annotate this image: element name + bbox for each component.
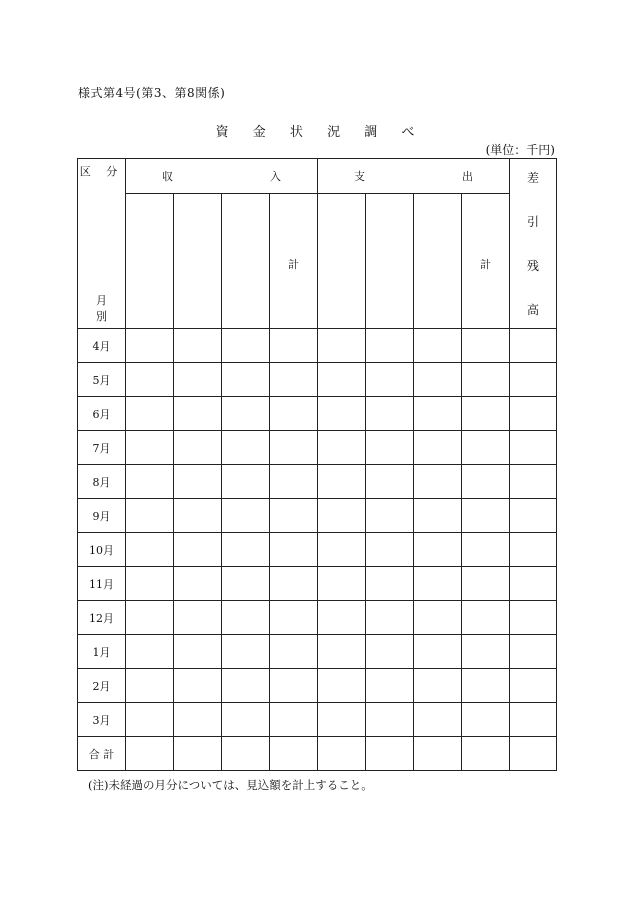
entry-cell[interactable] bbox=[510, 635, 557, 669]
entry-cell[interactable] bbox=[222, 533, 270, 567]
entry-cell[interactable] bbox=[414, 703, 462, 737]
entry-cell[interactable] bbox=[462, 567, 510, 601]
row-label: 3月 bbox=[78, 703, 126, 737]
table-row bbox=[78, 703, 557, 737]
entry-cell[interactable] bbox=[414, 737, 462, 771]
entry-cell[interactable] bbox=[462, 601, 510, 635]
title-char: 金 bbox=[252, 125, 266, 140]
entry-cell[interactable] bbox=[414, 635, 462, 669]
entry-cell[interactable] bbox=[318, 635, 366, 669]
entry-cell[interactable] bbox=[126, 601, 174, 635]
income-sub-column bbox=[222, 194, 270, 329]
entry-cell[interactable] bbox=[510, 601, 557, 635]
entry-cell[interactable] bbox=[174, 533, 222, 567]
entry-cell[interactable] bbox=[174, 499, 222, 533]
entry-cell[interactable] bbox=[126, 363, 174, 397]
document-title bbox=[0, 121, 630, 140]
entry-cell[interactable] bbox=[414, 329, 462, 363]
entry-cell[interactable] bbox=[462, 499, 510, 533]
entry-cell[interactable] bbox=[366, 567, 414, 601]
title-char: べ bbox=[401, 125, 415, 140]
entry-cell[interactable] bbox=[414, 465, 462, 499]
footnote: (注)未経過の月分については、見込額を計上すること。 bbox=[88, 778, 373, 792]
entry-cell[interactable] bbox=[222, 635, 270, 669]
entry-cell[interactable] bbox=[222, 329, 270, 363]
row-label: 12月 bbox=[78, 601, 126, 635]
entry-cell[interactable] bbox=[126, 533, 174, 567]
expense-header bbox=[318, 159, 510, 194]
entry-cell[interactable] bbox=[414, 533, 462, 567]
entry-cell[interactable] bbox=[318, 431, 366, 465]
row-label: 2月 bbox=[78, 669, 126, 703]
entry-cell[interactable] bbox=[270, 635, 318, 669]
entry-cell[interactable] bbox=[270, 567, 318, 601]
entry-cell[interactable] bbox=[462, 465, 510, 499]
entry-cell[interactable] bbox=[126, 329, 174, 363]
entry-cell[interactable] bbox=[510, 499, 557, 533]
entry-cell[interactable] bbox=[318, 669, 366, 703]
entry-cell[interactable] bbox=[414, 363, 462, 397]
title-char: 資 bbox=[215, 125, 229, 140]
row-label: 1月 bbox=[78, 635, 126, 669]
table-row bbox=[78, 635, 557, 669]
table-row bbox=[78, 329, 557, 363]
entry-cell[interactable] bbox=[126, 397, 174, 431]
entry-cell[interactable] bbox=[366, 601, 414, 635]
entry-cell[interactable] bbox=[318, 499, 366, 533]
entry-cell[interactable] bbox=[270, 431, 318, 465]
entry-cell[interactable] bbox=[510, 329, 557, 363]
entry-cell[interactable] bbox=[270, 499, 318, 533]
balance-char: 引 bbox=[526, 214, 539, 229]
entry-cell[interactable] bbox=[174, 567, 222, 601]
row-label: 11月 bbox=[78, 567, 126, 601]
entry-cell[interactable] bbox=[462, 431, 510, 465]
entry-cell[interactable] bbox=[270, 329, 318, 363]
entry-cell[interactable] bbox=[174, 465, 222, 499]
expense-label-left: 支 bbox=[354, 170, 365, 183]
entry-cell[interactable] bbox=[318, 397, 366, 431]
entry-cell[interactable] bbox=[510, 465, 557, 499]
expense-label-right: 出 bbox=[462, 170, 473, 183]
expense-sub-column bbox=[414, 194, 462, 329]
entry-cell[interactable] bbox=[126, 737, 174, 771]
category-label: 区 分 bbox=[79, 165, 124, 178]
expense-sub-column bbox=[366, 194, 414, 329]
entry-cell[interactable] bbox=[222, 431, 270, 465]
expense-total-label: 計 bbox=[480, 258, 491, 271]
month-label: 月 別 bbox=[96, 294, 115, 323]
row-label: 4月 bbox=[78, 329, 126, 363]
entry-cell[interactable] bbox=[174, 737, 222, 771]
entry-cell[interactable] bbox=[414, 669, 462, 703]
entry-cell[interactable] bbox=[318, 601, 366, 635]
entry-cell[interactable] bbox=[414, 397, 462, 431]
row-label: 5月 bbox=[78, 363, 126, 397]
table-row bbox=[78, 567, 557, 601]
entry-cell[interactable] bbox=[414, 431, 462, 465]
entry-cell[interactable] bbox=[270, 465, 318, 499]
entry-cell[interactable] bbox=[318, 465, 366, 499]
entry-cell[interactable] bbox=[126, 567, 174, 601]
entry-cell[interactable] bbox=[510, 567, 557, 601]
table-row bbox=[78, 601, 557, 635]
entry-cell[interactable] bbox=[270, 533, 318, 567]
entry-cell[interactable] bbox=[462, 329, 510, 363]
expense-total-column bbox=[462, 194, 510, 329]
income-sub-column bbox=[174, 194, 222, 329]
entry-cell[interactable] bbox=[366, 635, 414, 669]
entry-cell[interactable] bbox=[270, 737, 318, 771]
entry-cell[interactable] bbox=[318, 737, 366, 771]
entry-cell[interactable] bbox=[318, 533, 366, 567]
row-label: 7月 bbox=[78, 431, 126, 465]
table-row bbox=[78, 431, 557, 465]
entry-cell[interactable] bbox=[222, 363, 270, 397]
table-row bbox=[78, 499, 557, 533]
entry-cell[interactable] bbox=[270, 601, 318, 635]
table-row bbox=[78, 533, 557, 567]
entry-cell[interactable] bbox=[318, 329, 366, 363]
entry-cell[interactable] bbox=[462, 397, 510, 431]
entry-cell[interactable] bbox=[174, 703, 222, 737]
entry-cell[interactable] bbox=[126, 499, 174, 533]
entry-cell[interactable] bbox=[414, 601, 462, 635]
entry-cell[interactable] bbox=[366, 329, 414, 363]
entry-cell[interactable] bbox=[222, 703, 270, 737]
income-sub-column bbox=[126, 194, 174, 329]
expense-sub-column bbox=[318, 194, 366, 329]
title-char: 調 bbox=[364, 125, 378, 140]
balance-char: 残 bbox=[526, 259, 539, 274]
entry-cell[interactable] bbox=[414, 567, 462, 601]
entry-cell[interactable] bbox=[366, 397, 414, 431]
entry-cell[interactable] bbox=[366, 431, 414, 465]
entry-cell[interactable] bbox=[126, 465, 174, 499]
balance-char: 差 bbox=[526, 170, 539, 185]
entry-cell[interactable] bbox=[126, 703, 174, 737]
entry-cell[interactable] bbox=[366, 737, 414, 771]
table-row bbox=[78, 465, 557, 499]
corner-header-cell bbox=[78, 159, 126, 329]
entry-cell[interactable] bbox=[462, 737, 510, 771]
entry-cell[interactable] bbox=[270, 703, 318, 737]
entry-cell[interactable] bbox=[462, 635, 510, 669]
entry-cell[interactable] bbox=[318, 703, 366, 737]
entry-cell[interactable] bbox=[366, 669, 414, 703]
table-row bbox=[78, 669, 557, 703]
entry-cell[interactable] bbox=[222, 567, 270, 601]
entry-cell[interactable] bbox=[174, 397, 222, 431]
fund-status-table bbox=[77, 158, 557, 771]
unit-label: (単位：千円) bbox=[485, 143, 555, 157]
income-header bbox=[126, 159, 318, 194]
entry-cell[interactable] bbox=[414, 499, 462, 533]
entry-cell[interactable] bbox=[510, 397, 557, 431]
entry-cell[interactable] bbox=[174, 431, 222, 465]
entry-cell[interactable] bbox=[366, 533, 414, 567]
entry-cell[interactable] bbox=[222, 737, 270, 771]
entry-cell[interactable] bbox=[270, 397, 318, 431]
row-label: 10月 bbox=[78, 533, 126, 567]
entry-cell[interactable] bbox=[462, 703, 510, 737]
income-total-column bbox=[270, 194, 318, 329]
entry-cell[interactable] bbox=[126, 669, 174, 703]
table-row bbox=[78, 363, 557, 397]
entry-cell[interactable] bbox=[510, 431, 557, 465]
title-char: 状 bbox=[289, 125, 303, 140]
income-label-right: 入 bbox=[270, 170, 281, 183]
entry-cell[interactable] bbox=[510, 703, 557, 737]
row-label: 合 計 bbox=[78, 737, 126, 771]
entry-cell[interactable] bbox=[174, 363, 222, 397]
entry-cell[interactable] bbox=[318, 363, 366, 397]
entry-cell[interactable] bbox=[174, 329, 222, 363]
income-total-label: 計 bbox=[288, 258, 299, 271]
entry-cell[interactable] bbox=[462, 669, 510, 703]
income-label-left: 収 bbox=[162, 170, 173, 183]
entry-cell[interactable] bbox=[366, 465, 414, 499]
row-label: 8月 bbox=[78, 465, 126, 499]
form-number: 様式第4号(第3、第8関係) bbox=[78, 86, 226, 100]
entry-cell[interactable] bbox=[126, 635, 174, 669]
balance-header bbox=[510, 159, 557, 329]
title-char: 況 bbox=[327, 125, 341, 140]
entry-cell[interactable] bbox=[366, 499, 414, 533]
row-label: 9月 bbox=[78, 499, 126, 533]
entry-cell[interactable] bbox=[222, 465, 270, 499]
entry-cell[interactable] bbox=[222, 601, 270, 635]
entry-cell[interactable] bbox=[510, 533, 557, 567]
entry-cell[interactable] bbox=[462, 533, 510, 567]
entry-cell[interactable] bbox=[366, 703, 414, 737]
entry-cell[interactable] bbox=[222, 397, 270, 431]
balance-char: 高 bbox=[526, 303, 539, 318]
entry-cell[interactable] bbox=[462, 363, 510, 397]
row-label: 6月 bbox=[78, 397, 126, 431]
entry-cell[interactable] bbox=[222, 669, 270, 703]
table-row bbox=[78, 397, 557, 431]
entry-cell[interactable] bbox=[270, 669, 318, 703]
entry-cell[interactable] bbox=[126, 431, 174, 465]
entry-cell[interactable] bbox=[510, 669, 557, 703]
entry-cell[interactable] bbox=[510, 737, 557, 771]
entry-cell[interactable] bbox=[510, 363, 557, 397]
entry-cell[interactable] bbox=[174, 601, 222, 635]
entry-cell[interactable] bbox=[174, 669, 222, 703]
entry-cell[interactable] bbox=[270, 363, 318, 397]
entry-cell[interactable] bbox=[222, 499, 270, 533]
table-row bbox=[78, 737, 557, 771]
entry-cell[interactable] bbox=[366, 363, 414, 397]
entry-cell[interactable] bbox=[318, 567, 366, 601]
entry-cell[interactable] bbox=[174, 635, 222, 669]
